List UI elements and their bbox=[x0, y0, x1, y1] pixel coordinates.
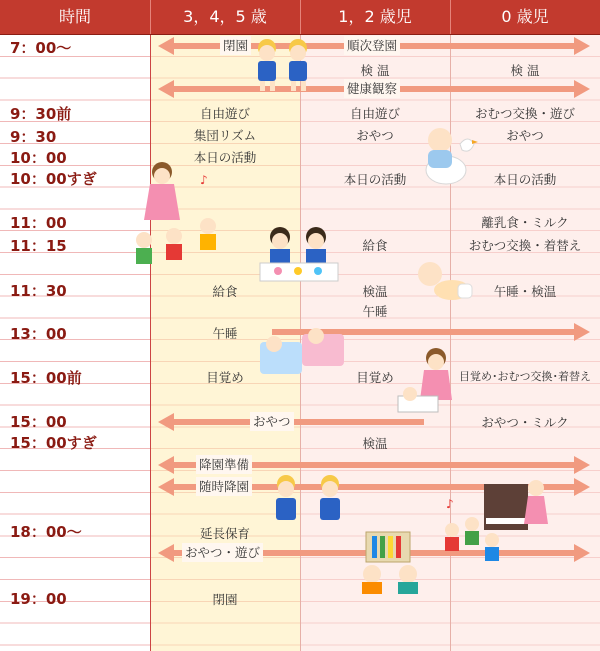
arrival-arrow bbox=[158, 37, 590, 55]
text-0-weaning: 離乳食・ミルク bbox=[481, 215, 569, 230]
time-label: 11：00 bbox=[10, 214, 67, 232]
arrow-label-health: 健康観察 bbox=[344, 79, 400, 98]
time-label: 10：00 bbox=[10, 149, 67, 167]
time-label: 19：00 bbox=[10, 590, 67, 608]
arrow-label-snack-play: おやつ・遊び bbox=[182, 543, 263, 562]
header-age-0: 0 歳児 bbox=[501, 7, 549, 26]
table-header bbox=[0, 0, 600, 35]
time-label: 9：30 bbox=[10, 128, 57, 146]
text-12-nap: 午睡 bbox=[362, 304, 388, 319]
text-0-temp: 検 温 bbox=[510, 63, 540, 78]
arrow-label-open: 閉園 bbox=[220, 36, 251, 55]
text-345-closed: 閉園 bbox=[212, 592, 238, 607]
kids-eating-illustration bbox=[258, 225, 340, 283]
teacher-with-baby-illustration bbox=[392, 346, 456, 416]
time-label: 11：30 bbox=[10, 282, 67, 300]
time-label: 15：00すぎ bbox=[10, 434, 97, 452]
arrow-label-snack: おやつ bbox=[250, 412, 294, 431]
header-time: 時間 bbox=[58, 7, 91, 26]
arrow-label-sequential: 順次登園 bbox=[344, 36, 400, 55]
text-12-wake: 目覚め bbox=[356, 370, 394, 385]
text-0-diaper-change: おむつ交換・着替え bbox=[468, 238, 582, 253]
time-label: 18：00〜 bbox=[10, 523, 82, 541]
baby-with-duck-illustration bbox=[420, 124, 480, 190]
text-0-wake-diaper: 目覚め･おむつ交換･着替え bbox=[459, 370, 591, 383]
time-label: 15：00 bbox=[10, 413, 67, 431]
text-345-lunch: 給食 bbox=[212, 284, 238, 299]
time-label: 13：00 bbox=[10, 325, 67, 343]
arrow-label-prep: 降園準備 bbox=[196, 455, 252, 474]
arrow-label-leave: 随時降園 bbox=[196, 477, 252, 496]
time-label: 11：15 bbox=[10, 237, 67, 255]
text-0-nap-temp: 午睡・検温 bbox=[493, 284, 557, 299]
text-12-temp: 検 温 bbox=[360, 63, 390, 78]
text-345-wake: 目覚め bbox=[206, 370, 244, 385]
time-label: 9：30前 bbox=[10, 105, 72, 123]
leave-prep-arrow bbox=[158, 456, 590, 474]
text-345-activity: 本日の活動 bbox=[193, 150, 257, 165]
header-age-345: 3，4，5 歳 bbox=[183, 7, 267, 26]
teacher-with-kids-illustration bbox=[128, 160, 228, 280]
text-0-snack: おやつ bbox=[506, 128, 544, 143]
text-12-activity: 本日の活動 bbox=[343, 172, 407, 187]
napping-kids-illustration bbox=[258, 328, 346, 378]
children-greeting-illustration bbox=[250, 36, 320, 94]
children-leaving-illustration bbox=[264, 474, 354, 544]
kids-with-books-illustration bbox=[352, 530, 432, 596]
text-0-diaper-play: おむつ交換・遊び bbox=[474, 106, 575, 121]
teacher-piano-kids-illustration bbox=[436, 474, 556, 570]
crawling-baby-illustration bbox=[412, 258, 476, 308]
text-12-temp3: 検温 bbox=[362, 436, 388, 451]
text-345-group-rhythm: 集団リズム bbox=[193, 128, 257, 143]
text-345-free-play: 自由遊び bbox=[199, 106, 250, 121]
svg-text:♪: ♪ bbox=[200, 173, 208, 187]
text-12-lunch: 給食 bbox=[362, 238, 388, 253]
text-345-nap: 午睡 bbox=[212, 326, 238, 341]
health-check-arrow bbox=[158, 80, 590, 98]
text-345-extended: 延長保育 bbox=[199, 526, 250, 541]
header-age-12: 1，2 歳児 bbox=[338, 7, 412, 26]
time-label: 15：00前 bbox=[10, 369, 82, 387]
svg-text:♪: ♪ bbox=[446, 497, 454, 511]
time-label: 7：00〜 bbox=[10, 39, 72, 57]
text-12-temp2: 検温 bbox=[362, 284, 388, 299]
text-0-activity: 本日の活動 bbox=[493, 172, 557, 187]
text-12-free-play: 自由遊び bbox=[349, 106, 400, 121]
text-0-snack-milk: おやつ・ミルク bbox=[481, 415, 569, 430]
text-12-snack: おやつ bbox=[356, 128, 394, 143]
time-label: 10：00すぎ bbox=[10, 170, 97, 188]
